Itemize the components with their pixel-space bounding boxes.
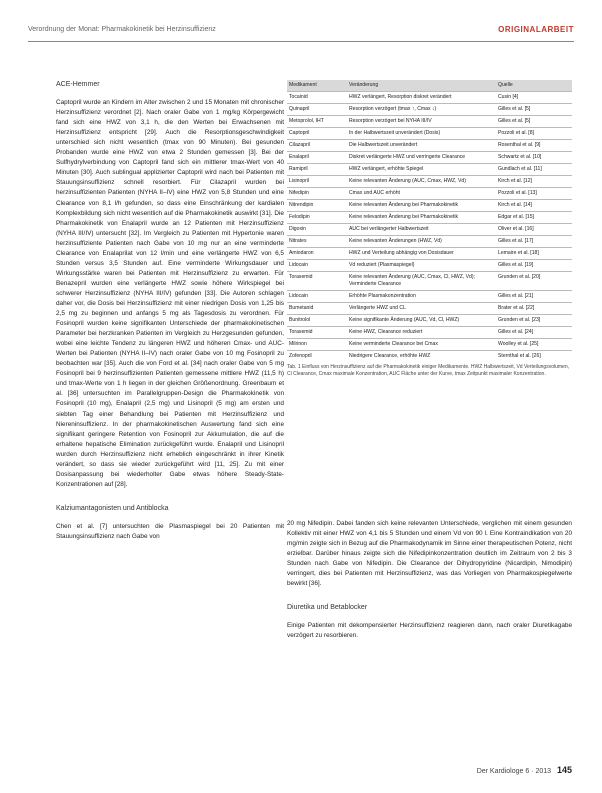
table-cell-change: Resorption verzögert (tmax ↑, Cmax ↓) (347, 104, 496, 116)
spacer (287, 589, 572, 603)
table-cell-drug: Zofenopril (287, 351, 347, 363)
table-cell-change: Die Halbwertszeit unverändert (347, 140, 496, 152)
body-paragraph: Captopril wurde an Kindern im Alter zwischen 2 und 15 Monaten mit chronischer Herzinsuffizienz verordnet [2]. Nach oraler Gabe von 1 mg/kg Körpergewicht fand sich eine HWZ von 3,1 h, die den Werten bei Erwachsenen mit Herzinsuffizienz entspricht [29]. Auch die Resorptionsgeschwindigkeit unterschied sich nicht wesentlich (tmax von 90 Minuten). Bei gesunden Probanden wurde eine HWZ von etwa 2 Stunden gemessen [3]. Bei der Sulfhydrylverbindung von Captopril fand sich ein mittlerer tmax-Wert von 40 Minuten [30]. Auch sublingual applizierter Captopril wird nach bei Patienten mit Stauungsinsuffizienz schnell resorbiert. Für Cilazapril wurden bei herzinsuffizienten Patienten (NYHA II–IV) eine HWZ von 5,8 Stunden und eine Clearance von 8,1 l/h gefunden, so dass eine Einschränkung der kardialen Komplexbildung sich nicht wesentlich auf die Pharmakokinetik auswirkt [31]. Die Pharmakokinetik von Enalapril wurde an 12 Patienten mit Herzinsuffizienz (NYHA III/IV) untersucht [32]. Im Vergleich zu Patienten mit Hypertonie waren herzinsuffiziente Patienten nach Gabe von 10 mg nur an eine verminderte Clearance von Enalaprilat von 12 l/min und eine verlängerte HWZ von 6,5 Stunden versus 3,5 Stunden auf. Eine verminderte Wirkungsdauer und Wirkungsstärke waren bei Patienten mit Herzinsuffizienz zu erwarten. Für Benazepril wurden eine verlängerte HWZ sowie höhere Wirkspiegel bei schwerer Herzinsuffizienz (NYHA III/IV) gefunden [33]. Die Autoren schlagen daher vor, die Dosis bei Herzinsuffizienz mit einer niedrigen Dosis von 1,25 bis 2,5 mg zu beginnen und anfangs 5 mg als Tagesdosis zu verordnen. Für Fosinopril wurden keine signifikanten Unterschiede der pharmakokinetischen Parameter bei herzkranken Patienten im Vergleich zu Herzgesunden gefunden, wobei eine leichte Tendenz zu längeren HWZ und höheren Cmax- und AUC-Werten bei Patienten (NYHA II–IV) nach oraler Gabe von 10 mg Fosinopril zu beobachten war [35]. Auch die von Ford et al. [34] nach oraler Gabe von 5 mg Fosinopril bei 9 herzinsuffizienten Patienten gemessene mittlere HWZ (11,5 h) und tmax-Werte von 1 h liegen in der gleichen Größenordnung. Greenbaum et al. [36] untersuchten im Parallelgruppen-Design die Pharmakokinetik von Fosinopril (10 mg), Enalapril (2,5 mg) und Lisinopril (5 mg) am ersten und siebten Tag einer Behandlung bei Patienten mit Herzinsuffizienz und Niereninsuffizienz. In der pharmakokinetischen Auswertung fand sich eine signifikant geringere Retention von Fosinopril zur Akkumulation, die auf die erhaltene hepatische Elimination zurückgeführt wurde. Enalapril und Lisinopril wurden durch Herzinsuffizienz nicht erheblich eingeschränkt in ihrer Kinetik verändert, so dass sie wieder zurückgeführt wird [11, 25]. Zu mit einer Dosisanpassung bei wiederholter Gabe etwas höhere Steady-State-Konzentrationen auf [28]. (56, 99, 284, 488)
table-row (287, 152, 572, 164)
table-row (287, 248, 572, 260)
table-cell-change: Vd reduziert (Plasmaspiegel) (347, 260, 496, 272)
table-row (287, 188, 572, 200)
table-cell-change: Keine relevanten Änderungen (HWZ, Vd) (347, 236, 496, 248)
header-rule (28, 41, 574, 42)
running-title: Verordnung der Monat: Pharmakokinetik bei Herzinsuffizienz (28, 26, 216, 33)
table-row (287, 351, 572, 363)
table-cell-change: Keine relevanten Änderung (AUC, Cmax, HWZ, Vd) (347, 176, 496, 188)
table-cell-drug: Milrinon (287, 339, 347, 351)
table-cell-change: In der Halbwertszeit unverändert (Dosis) (347, 128, 496, 140)
table-cell-change: AUC bei verlängerter Halbwertszeit (347, 224, 496, 236)
table-cell-drug: Digoxin (287, 224, 347, 236)
table-cell-change: Verlängerte HWZ und CL (347, 303, 496, 315)
table-cell-drug: Metoprolol, IHT (287, 116, 347, 128)
table-row (287, 92, 572, 104)
table-cell-drug: Amiodaron (287, 248, 347, 260)
table-cell-drug: Lidocain (287, 291, 347, 303)
table-cell-change: Keine verminderte Clearance bei Cmax (347, 339, 496, 351)
table-header-source: Quelle (496, 80, 572, 92)
table-cell-source: Kirch et al. [12] (496, 176, 572, 188)
table-cell-change: Keine signifikante Änderung (AUC, Vd, Cl, HWZ) (347, 315, 496, 327)
table-cell-source: Cusin [4] (496, 92, 572, 104)
left-column (56, 80, 284, 542)
page-footer (477, 765, 572, 775)
table-row (287, 212, 572, 224)
table-cell-source: Lemaire et al. [18] (496, 248, 572, 260)
table-cell-source: Woolley et al. [25] (496, 339, 572, 351)
table-cell-source: Gilles et al. [17] (496, 236, 572, 248)
body-paragraph-4: Einige Patienten mit dekompensierter Herzinsuffizienz reagieren dann, nach oraler Diuretikagabe verzögert zu resorbieren. (287, 622, 572, 640)
table-cell-change: Keine relevanten Änderung bei Pharmakokinetik (347, 212, 496, 224)
table-cell-source: Kirch et al. [14] (496, 200, 572, 212)
right-column (287, 519, 572, 641)
table-cell-drug: Captopril (287, 128, 347, 140)
table-cell-source: Pozzoli et al. [8] (496, 128, 572, 140)
table-row (287, 164, 572, 176)
table-cell-source: Brater et al. [22] (496, 303, 572, 315)
journal-name: Der Kardiologe 6 · 2013 (476, 768, 552, 775)
table-cell-change: Keine relevanten Änderung (AUC, Cmax, Cl, HWZ, Vd); Verminderte Clearance (347, 272, 496, 291)
table-cell-change: HWZ verlängert, erhöhte Spiegel (347, 164, 496, 176)
table-row (287, 200, 572, 212)
table-cell-drug: Tocainid (287, 92, 347, 104)
spacer (56, 490, 284, 504)
table-row (287, 176, 572, 188)
table-cell-change: Keine HWZ, Clearance reduziert (347, 327, 496, 339)
section-heading-ace: ACE-Hemmer (56, 81, 100, 88)
table-cell-change: Cmax und AUC erhöht (347, 188, 496, 200)
table-cell-source: Gilles et al. [5] (496, 116, 572, 128)
body-paragraph-2: Chen et al. [7] untersuchten die Plasmaspiegel bei 20 Patienten mit Stauungsinsuffizienz nach Gabe von (56, 522, 284, 540)
table-cell-source: Edgar et al. [15] (496, 212, 572, 224)
table-row (287, 140, 572, 152)
table-cell-drug: Torasemid (287, 272, 347, 291)
section-label: ORIGINALARBEIT (498, 25, 574, 34)
table-cell-source: Grunden et al. [23] (496, 315, 572, 327)
table-cell-change: Niedrigere Clearance, erhöhte HWZ (347, 351, 496, 363)
table-row (287, 224, 572, 236)
table-cell-drug: Enalapril (287, 152, 347, 164)
table-cell-change: Diskret verlängerte HWZ und verringerte Clearance (347, 152, 496, 164)
table-cell-drug: Ramipril (287, 164, 347, 176)
table-cell-change: Resorption verzögert bei NYHA III/IV (347, 116, 496, 128)
table-cell-source: Schwartz et al. [10] (496, 152, 572, 164)
table-cell-drug: Nitrendipin (287, 200, 347, 212)
table-body (287, 92, 572, 363)
table-cell-drug: Bunitrolol (287, 315, 347, 327)
table-row (287, 236, 572, 248)
table-cell-source: Grunden et al. [20] (496, 272, 572, 291)
table-row (287, 128, 572, 140)
table-cell-source: Rosenthal et al. [9] (496, 140, 572, 152)
table-cell-source: Gilles et al. [21] (496, 291, 572, 303)
table-caption: Tab. 1 Einfluss von Herzinsuffizienz auf die Pharmakokinetik einiger Medikamente. HWZ Halbwertszeit, Vd Verteilungsvolumen, Cl Clearance, Cmax maximale Konzentration, AUC Fläche unter der Kurve, tmax Zeitpunkt maximaler Konzentration. (287, 364, 569, 377)
table-cell-drug: Cilazapril (287, 140, 347, 152)
table-cell-source: Gilles et al. [19] (496, 260, 572, 272)
table-row (287, 303, 572, 315)
table-row (287, 339, 572, 351)
table-header-change: Veränderung (347, 80, 496, 92)
table-cell-change: HWZ und Verteilung abhängig von Dosisdauer (347, 248, 496, 260)
table-row (287, 260, 572, 272)
page-number: 145 (556, 765, 572, 775)
section-heading-calcium: Kalziumantagonisten und Antiblocka (56, 504, 169, 512)
table-cell-source: Gundlach et al. [11] (496, 164, 572, 176)
table-cell-drug: Lidocain (287, 260, 347, 272)
table-cell-change: HWZ verlängert, Resorption diskret verändert (347, 92, 496, 104)
table-cell-change: Keine relevanten Änderung bei Pharmakokinetik (347, 200, 496, 212)
table-cell-source: Pozzoli et al. [13] (496, 188, 572, 200)
table-row (287, 315, 572, 327)
table-row (287, 104, 572, 116)
pharmacokinetics-table (287, 80, 572, 377)
table-cell-drug: Felodipin (287, 212, 347, 224)
table-cell-drug: Lisinopril (287, 176, 347, 188)
table-row (287, 291, 572, 303)
table-cell-drug: Nifedipin (287, 188, 347, 200)
table-cell-drug: Torasemid (287, 327, 347, 339)
body-paragraph-3: 20 mg Nifedipin. Dabei fanden sich keine relevanten Unterschiede, verglichen mit einem gesunden Kollektiv mit einer HWZ von 4,1 bis 5 Stunden und einem Vd von 90 l. Eine Kontraindikation von 20 mg/min zeigte sich in Bezug auf die Pharmakodynamik im Sinne einer therapeutischen Potenz, nicht erzielbar. Darüber hinaus zeigte sich die Nifedipinkonzentration deutlich im Zeitraum von 2 bis 3 Stunden nach Gabe von Nifedipin. Die Clearance der Dihydropyridine (Nicardipin, Nimodipin) verringert, dies bei Patienten mit Herzinsuffizienz, was das Vorliegen von Pharmakospiegelwerte bewirkt [36]. (287, 520, 572, 588)
table-header-drug: Medikament (287, 80, 347, 92)
table-row (287, 116, 572, 128)
table-cell-drug: Bumetanid (287, 303, 347, 315)
table-cell-drug: Nitrates (287, 236, 347, 248)
table-cell-source: Sternthal et al. [26] (496, 351, 572, 363)
table-row (287, 272, 572, 291)
table-cell-source: Oliver et al. [16] (496, 224, 572, 236)
section-heading-diuretics: Diuretika und Betablocker (287, 604, 368, 612)
running-header (28, 26, 574, 40)
table-cell-source: Gilles et al. [24] (496, 327, 572, 339)
table-cell-drug: Quinapril (287, 104, 347, 116)
table-cell-source: Gilles et al. [5] (496, 104, 572, 116)
table-cell-change: Erhöhte Plasmakonzentration (347, 291, 496, 303)
table-row (287, 327, 572, 339)
